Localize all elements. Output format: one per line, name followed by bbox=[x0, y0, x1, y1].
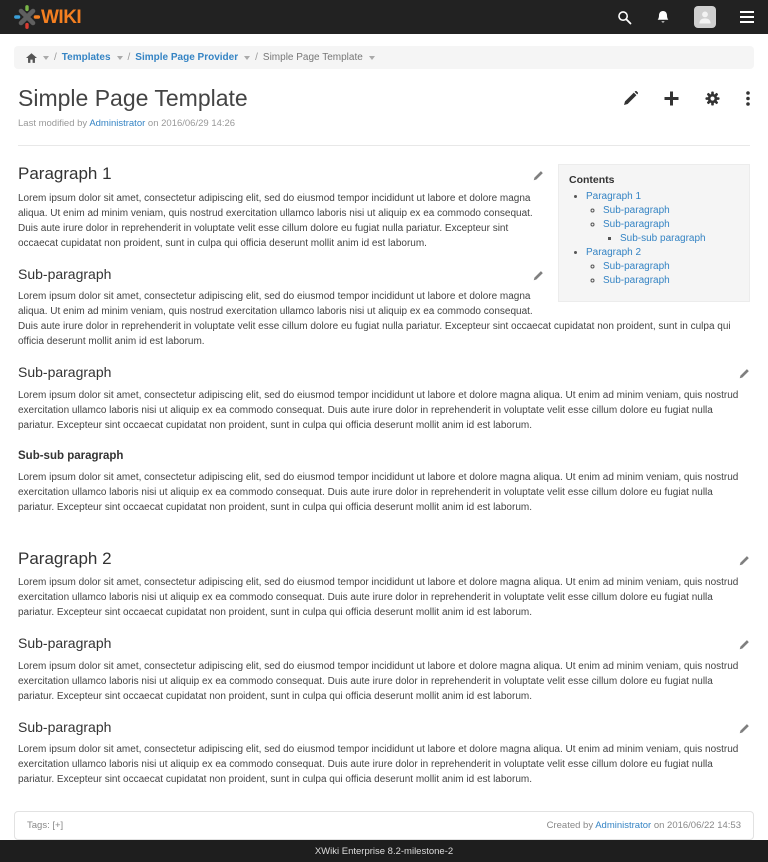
section-body: Lorem ipsum dolor sit amet, consectetur adipiscing elit, sed do eiusmod tempor incididunt ut labore et dolore magna aliqua. Ut enim ad minim veniam, quis nostrud exercitation ullamco laboris nisi ut aliquip ex ea commodo consequat. Duis aute irure dolor in reprehenderit in voluptate velit esse cillum dolore eu fugiat nulla pariatur. Excepteur sint occaecat cupidatat non proident, sunt in culpa qui officia deserunt mollit anim id est laborum. bbox=[18, 577, 739, 619]
toc-link-paragraph-1[interactable]: Paragraph 1 bbox=[586, 191, 642, 203]
hamburger-menu-icon[interactable] bbox=[740, 11, 754, 23]
more-kebab-icon[interactable] bbox=[746, 91, 750, 106]
section-body: Lorem ipsum dolor sit amet, consectetur adipiscing elit, sed do eiusmod tempor incididunt ut labore et dolore magna aliqua. Ut enim ad minim veniam, quis nostrud exercitation ullamco laboris nisi ut aliquip ex ea commodo consequat. Duis aute irure dolor in reprehenderit in voluptate velit esse cillum dolore eu fugiat nulla pariatur. Excepteur sint occaecat cupidatat non proident, sunt in culpa qui officia deserunt mollit anim id est laborum. bbox=[18, 291, 731, 348]
breadcrumb-separator: / bbox=[54, 52, 57, 63]
add-tag-button[interactable]: [+] bbox=[52, 820, 64, 832]
section-body: Lorem ipsum dolor sit amet, consectetur adipiscing elit, sed do eiusmod tempor incididunt ut labore et dolore magna aliqua. Ut enim ad minim veniam, quis nostrud exercitation ullamco laboris nisi ut aliquip ex ea commodo consequat. Duis aute irure dolor in reprehenderit in voluptate velit esse cillum dolore eu fugiat nulla pariatur. Excepteur sint occaecat cupidatat non proident, sunt in culpa qui officia deserunt mollit anim id est laborum. bbox=[18, 192, 533, 249]
section-body: Lorem ipsum dolor sit amet, consectetur adipiscing elit, sed do eiusmod tempor incididunt ut labore et dolore magna aliqua. Ut enim ad minim veniam, quis nostrud exercitation ullamco laboris nisi ut aliquip ex ea commodo consequat. Duis aute irure dolor in reprehenderit in voluptate velit esse cillum dolore eu fugiat nulla pariatur. Excepteur sint occaecat cupidatat non proident, sunt in culpa qui officia deserunt mollit anim id est laborum. bbox=[18, 389, 739, 431]
toc-item bbox=[603, 219, 739, 244]
section-heading-sub-paragraph: Sub-paragraph bbox=[18, 266, 750, 284]
xwiki-logo[interactable] bbox=[14, 5, 81, 29]
toc-item bbox=[620, 233, 739, 244]
toc-link-sub-paragraph[interactable]: Sub-paragraph bbox=[603, 205, 670, 217]
created-author-link[interactable]: Administrator bbox=[595, 820, 652, 832]
search-icon[interactable] bbox=[617, 10, 632, 25]
modified-author-link[interactable]: Administrator bbox=[89, 118, 146, 130]
breadcrumb-separator: / bbox=[255, 52, 258, 63]
created-date: on 2016/06/22 14:53 bbox=[653, 820, 741, 832]
section-heading-sub-paragraph: Sub-paragraph bbox=[18, 364, 750, 382]
provider-dropdown-caret[interactable] bbox=[244, 56, 250, 60]
toc-item bbox=[586, 191, 739, 244]
breadcrumb-current-page: Simple Page Template bbox=[262, 52, 363, 63]
created-info bbox=[547, 820, 741, 831]
section-heading-paragraph-2: Paragraph 2 bbox=[18, 549, 750, 569]
section-edit-pencil-icon[interactable] bbox=[739, 366, 750, 384]
toc-item bbox=[603, 275, 739, 286]
top-navbar bbox=[0, 0, 768, 34]
page-title: Simple Page Template bbox=[18, 85, 248, 111]
create-plus-icon[interactable] bbox=[664, 91, 679, 106]
tags-label: Tags: bbox=[27, 820, 50, 832]
section-edit-pencil-icon[interactable] bbox=[533, 166, 544, 186]
notifications-bell-icon[interactable] bbox=[656, 10, 670, 25]
section-edit-pencil-icon[interactable] bbox=[739, 721, 750, 739]
toc-link-paragraph-2[interactable]: Paragraph 2 bbox=[586, 247, 642, 259]
home-dropdown-caret[interactable] bbox=[43, 56, 49, 60]
user-avatar[interactable] bbox=[694, 6, 716, 28]
toc-item bbox=[586, 247, 739, 286]
section-heading-paragraph-1: Paragraph 1 bbox=[18, 164, 750, 184]
table-of-contents-panel bbox=[558, 164, 750, 302]
section-body: Lorem ipsum dolor sit amet, consectetur adipiscing elit, sed do eiusmod tempor incididunt ut labore et dolore magna aliqua. Ut enim ad minim veniam, quis nostrud exercitation ullamco laboris nisi ut aliquip ex ea commodo consequat. Duis aute irure dolor in reprehenderit in voluptate velit esse cillum dolore eu fugiat nulla pariatur. Excepteur sint occaecat cupidatat non proident, sunt in culpa qui officia deserunt mollit anim id est laborum. bbox=[18, 744, 739, 786]
breadcrumb bbox=[14, 46, 754, 69]
version-footer-bar bbox=[0, 840, 768, 862]
modified-prefix: Last modified by bbox=[18, 118, 88, 130]
modified-date: on 2016/06/29 14:26 bbox=[147, 118, 236, 130]
toc-item bbox=[603, 261, 739, 272]
xwiki-logo-x-icon bbox=[14, 5, 40, 29]
document-content bbox=[0, 146, 768, 791]
toc-link-sub-sub-paragraph[interactable]: Sub-sub paragraph bbox=[620, 233, 706, 245]
section-edit-pencil-icon[interactable] bbox=[739, 551, 750, 571]
section-heading-sub-paragraph: Sub-paragraph bbox=[18, 719, 750, 737]
toc-item bbox=[603, 205, 739, 216]
current-page-dropdown-caret[interactable] bbox=[369, 56, 375, 60]
page-actions-toolbar bbox=[623, 91, 750, 106]
toc-link-sub-paragraph[interactable]: Sub-paragraph bbox=[603, 261, 670, 273]
toc-title: Contents bbox=[569, 174, 615, 187]
xwiki-version-text: XWiki Enterprise 8.2-milestone-2 bbox=[314, 845, 454, 857]
toc-link-sub-paragraph[interactable]: Sub-paragraph bbox=[603, 219, 670, 231]
administer-gear-icon[interactable] bbox=[705, 91, 720, 106]
section-body: Lorem ipsum dolor sit amet, consectetur adipiscing elit, sed do eiusmod tempor incididunt ut labore et dolore magna aliqua. Ut enim ad minim veniam, quis nostrud exercitation ullamco laboris nisi ut aliquip ex ea commodo consequat. Duis aute irure dolor in reprehenderit in voluptate velit esse cillum dolore eu fugiat nulla pariatur. Excepteur sint occaecat cupidatat non proident, sunt in culpa qui officia deserunt mollit anim id est laborum. bbox=[18, 471, 739, 513]
created-prefix: Created by bbox=[546, 820, 594, 832]
toc-link-sub-paragraph[interactable]: Sub-paragraph bbox=[603, 275, 670, 287]
user-avatar-person-icon bbox=[697, 9, 713, 25]
last-modified-info bbox=[18, 118, 603, 129]
breadcrumb-link-simple-page-provider[interactable]: Simple Page Provider bbox=[135, 52, 239, 63]
edit-pencil-icon[interactable] bbox=[623, 91, 638, 106]
section-heading-sub-paragraph: Sub-paragraph bbox=[18, 635, 750, 653]
breadcrumb-separator: / bbox=[127, 52, 131, 63]
section-edit-pencil-icon[interactable] bbox=[739, 637, 750, 655]
home-icon[interactable] bbox=[26, 53, 37, 63]
section-body: Lorem ipsum dolor sit amet, consectetur adipiscing elit, sed do eiusmod tempor incididunt ut labore et dolore magna aliqua. Ut enim ad minim veniam, quis nostrud exercitation ullamco laboris nisi ut aliquip ex ea commodo consequat. Duis aute irure dolor in reprehenderit in voluptate velit esse cillum dolore eu fugiat nulla pariatur. Excepteur sint occaecat cupidatat non proident, sunt in culpa qui officia deserunt mollit anim id est laborum. bbox=[18, 660, 739, 702]
section-heading-sub-sub-paragraph: Sub-sub paragraph bbox=[18, 449, 124, 462]
breadcrumb-link-templates[interactable]: Templates bbox=[61, 52, 111, 63]
document-footer bbox=[14, 811, 754, 840]
section-edit-pencil-icon[interactable] bbox=[533, 268, 544, 286]
templates-dropdown-caret[interactable] bbox=[117, 56, 123, 60]
xwiki-logo-text: WIKI bbox=[41, 6, 82, 28]
